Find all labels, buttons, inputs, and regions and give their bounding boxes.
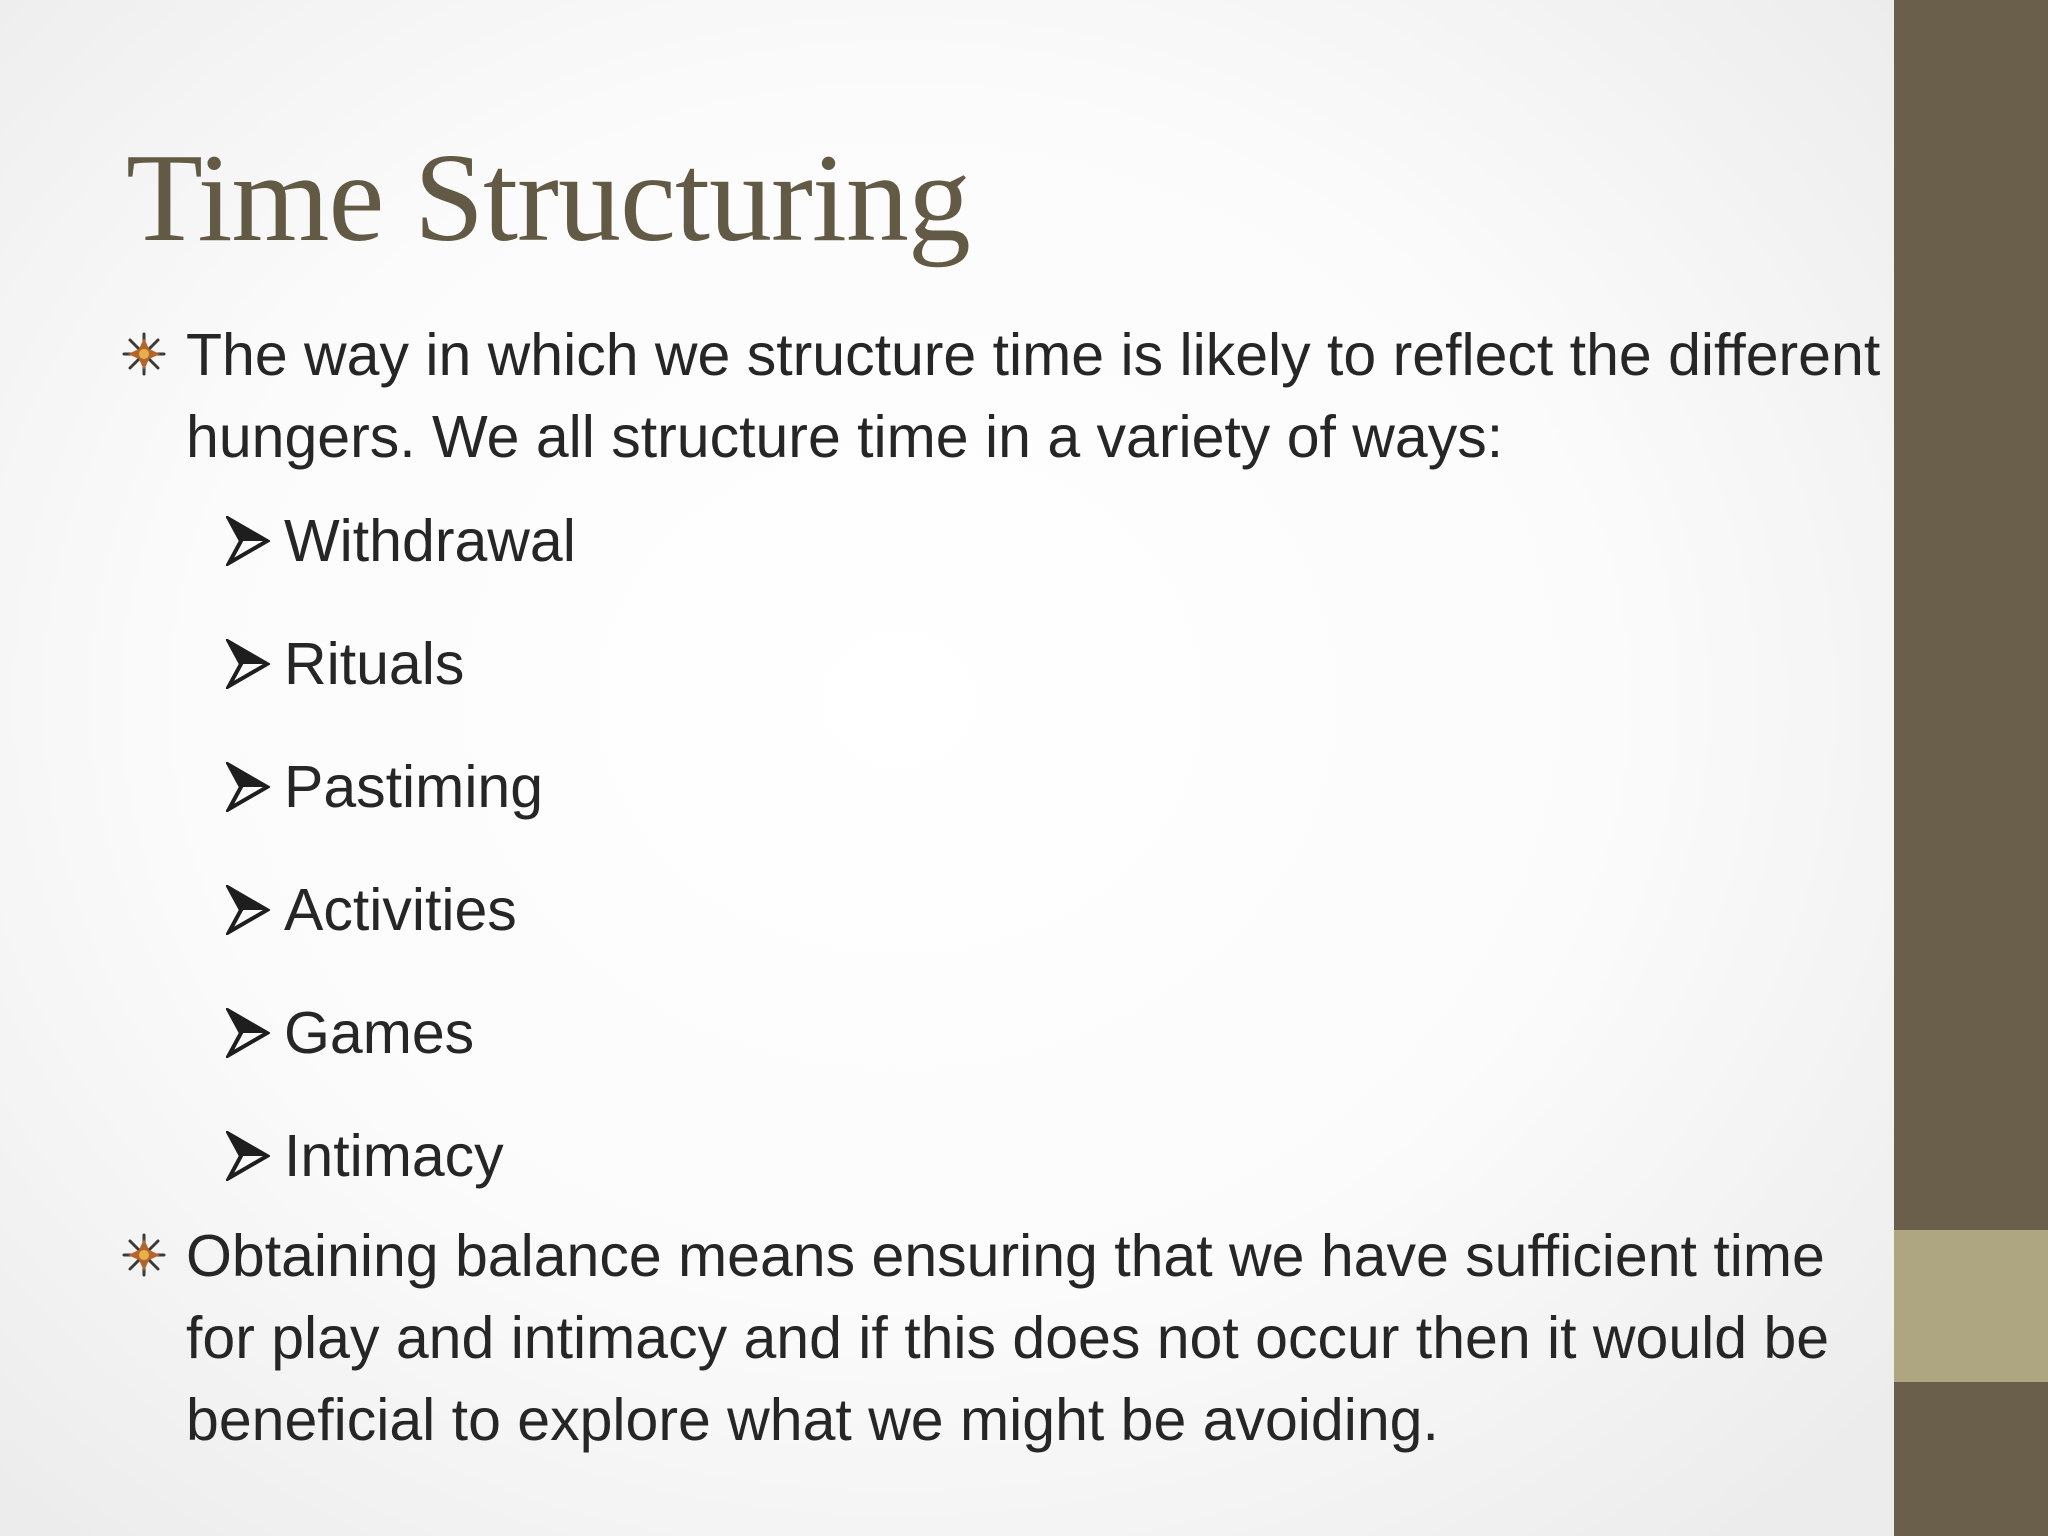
arrow-bullet-icon	[226, 1008, 270, 1058]
sub-item-label: Withdrawal	[284, 508, 576, 574]
sub-item-pastiming	[226, 746, 576, 828]
sub-item-activities	[226, 869, 576, 951]
bullet-text-2: Obtaining balance means ensuring that we have sufficient time for play and intimacy and if this does not occur then it would be beneficial to explore what we might be avoiding.	[186, 1223, 1830, 1453]
sub-item-withdrawal	[226, 500, 576, 582]
arrow-bullet-icon	[226, 762, 270, 812]
sub-bullet-list	[226, 500, 576, 1238]
bullet-text-1: The way in which we structure time is likely to reflect the different hungers. We all structure time in a variety of ways:	[186, 322, 1881, 470]
star-bullet-icon	[122, 332, 166, 376]
bullet-item-2	[122, 1215, 1906, 1461]
sub-item-intimacy	[226, 1115, 576, 1197]
sub-item-label: Pastiming	[284, 754, 544, 820]
arrow-bullet-icon	[226, 516, 270, 566]
arrow-bullet-icon	[226, 639, 270, 689]
slide-title: Time Structuring	[126, 129, 970, 268]
arrow-bullet-icon	[226, 885, 270, 935]
sub-item-rituals	[226, 623, 576, 705]
star-bullet-icon	[122, 1233, 166, 1277]
sub-item-games	[226, 992, 576, 1074]
sub-item-label: Activities	[284, 877, 517, 943]
arrow-bullet-icon	[226, 1131, 270, 1181]
sub-item-label: Games	[284, 1000, 475, 1066]
sub-item-label: Intimacy	[284, 1123, 504, 1189]
side-accent-block	[1894, 1230, 2048, 1382]
bullet-item-1	[122, 314, 1906, 478]
sub-item-label: Rituals	[284, 631, 465, 697]
